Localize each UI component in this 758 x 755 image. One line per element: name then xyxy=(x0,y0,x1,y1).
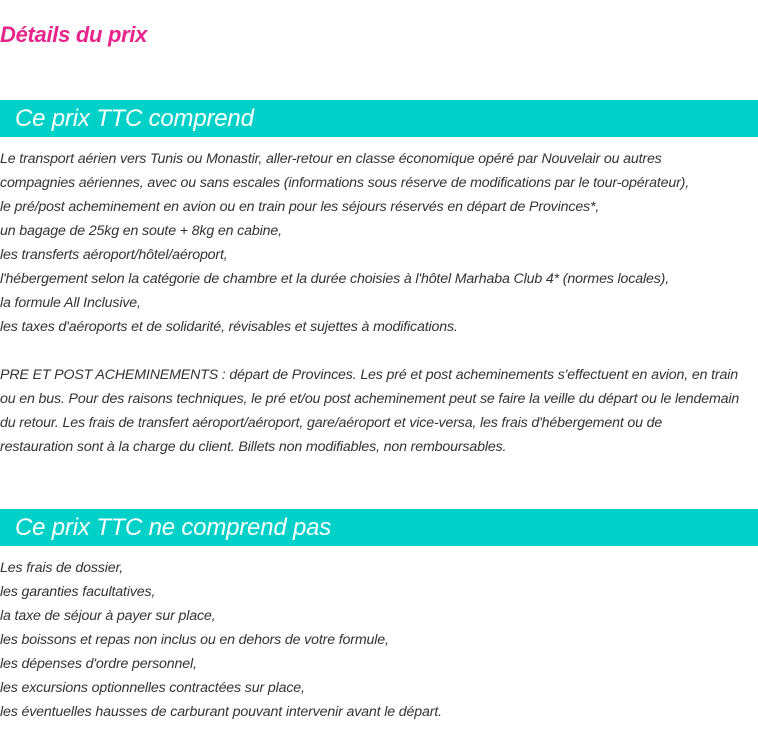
included-list xyxy=(0,147,756,339)
included-section-title: Ce prix TTC comprend xyxy=(15,105,254,132)
included-item: les transferts aéroport/hôtel/aéroport, xyxy=(0,247,228,263)
excluded-item: les boissons et repas non inclus ou en dehors de votre formule, xyxy=(0,632,389,648)
included-item: l'hébergement selon la catégorie de chambre et la durée choisies à l'hôtel Marhaba Club 4* (normes locales), xyxy=(0,271,670,287)
page-title: Détails du prix xyxy=(0,22,148,47)
excluded-item: les garanties facultatives, xyxy=(0,584,156,600)
excluded-section-title: Ce prix TTC ne comprend pas xyxy=(15,514,332,541)
excluded-item: la taxe de séjour à payer sur place, xyxy=(0,608,216,624)
note-line: du retour. Les frais de transfert aéroport/aéroport, gare/aéroport et vice-versa, les frais d'hébergement ou de xyxy=(0,415,663,431)
included-item: compagnies aériennes, avec ou sans escales (informations sous réserve de modifications par le tour-opérateur), xyxy=(0,175,690,191)
included-section-header xyxy=(0,100,758,137)
note-line: PRE ET POST ACHEMINEMENTS : départ de Provinces. Les pré et post acheminements s'effectuent en avion, en train xyxy=(0,367,738,383)
excluded-list xyxy=(0,556,756,724)
pre-post-routing-note xyxy=(0,363,756,459)
excluded-item: Les frais de dossier, xyxy=(0,560,124,576)
note-line: restauration sont à la charge du client. Billets non modifiables, non remboursables. xyxy=(0,439,507,455)
excluded-item: les excursions optionnelles contractées sur place, xyxy=(0,680,305,696)
included-item: Le transport aérien vers Tunis ou Monastir, aller-retour en classe économique opéré par Nouvelair ou autres xyxy=(0,151,662,167)
excluded-item: les dépenses d'ordre personnel, xyxy=(0,656,197,672)
excluded-section-header xyxy=(0,509,758,546)
included-item: un bagage de 25kg en soute + 8kg en cabine, xyxy=(0,223,282,239)
excluded-item: les éventuelles hausses de carburant pouvant intervenir avant le départ. xyxy=(0,704,442,720)
note-line: ou en bus. Pour des raisons techniques, le pré et/ou post acheminement peut se faire la veille du départ ou le lendemain xyxy=(0,391,740,407)
included-item: le pré/post acheminement en avion ou en train pour les séjours réservés en départ de Provinces*, xyxy=(0,199,600,215)
included-item: les taxes d'aéroports et de solidarité, révisables et sujettes à modifications. xyxy=(0,319,458,335)
included-item: la formule All Inclusive, xyxy=(0,295,141,311)
